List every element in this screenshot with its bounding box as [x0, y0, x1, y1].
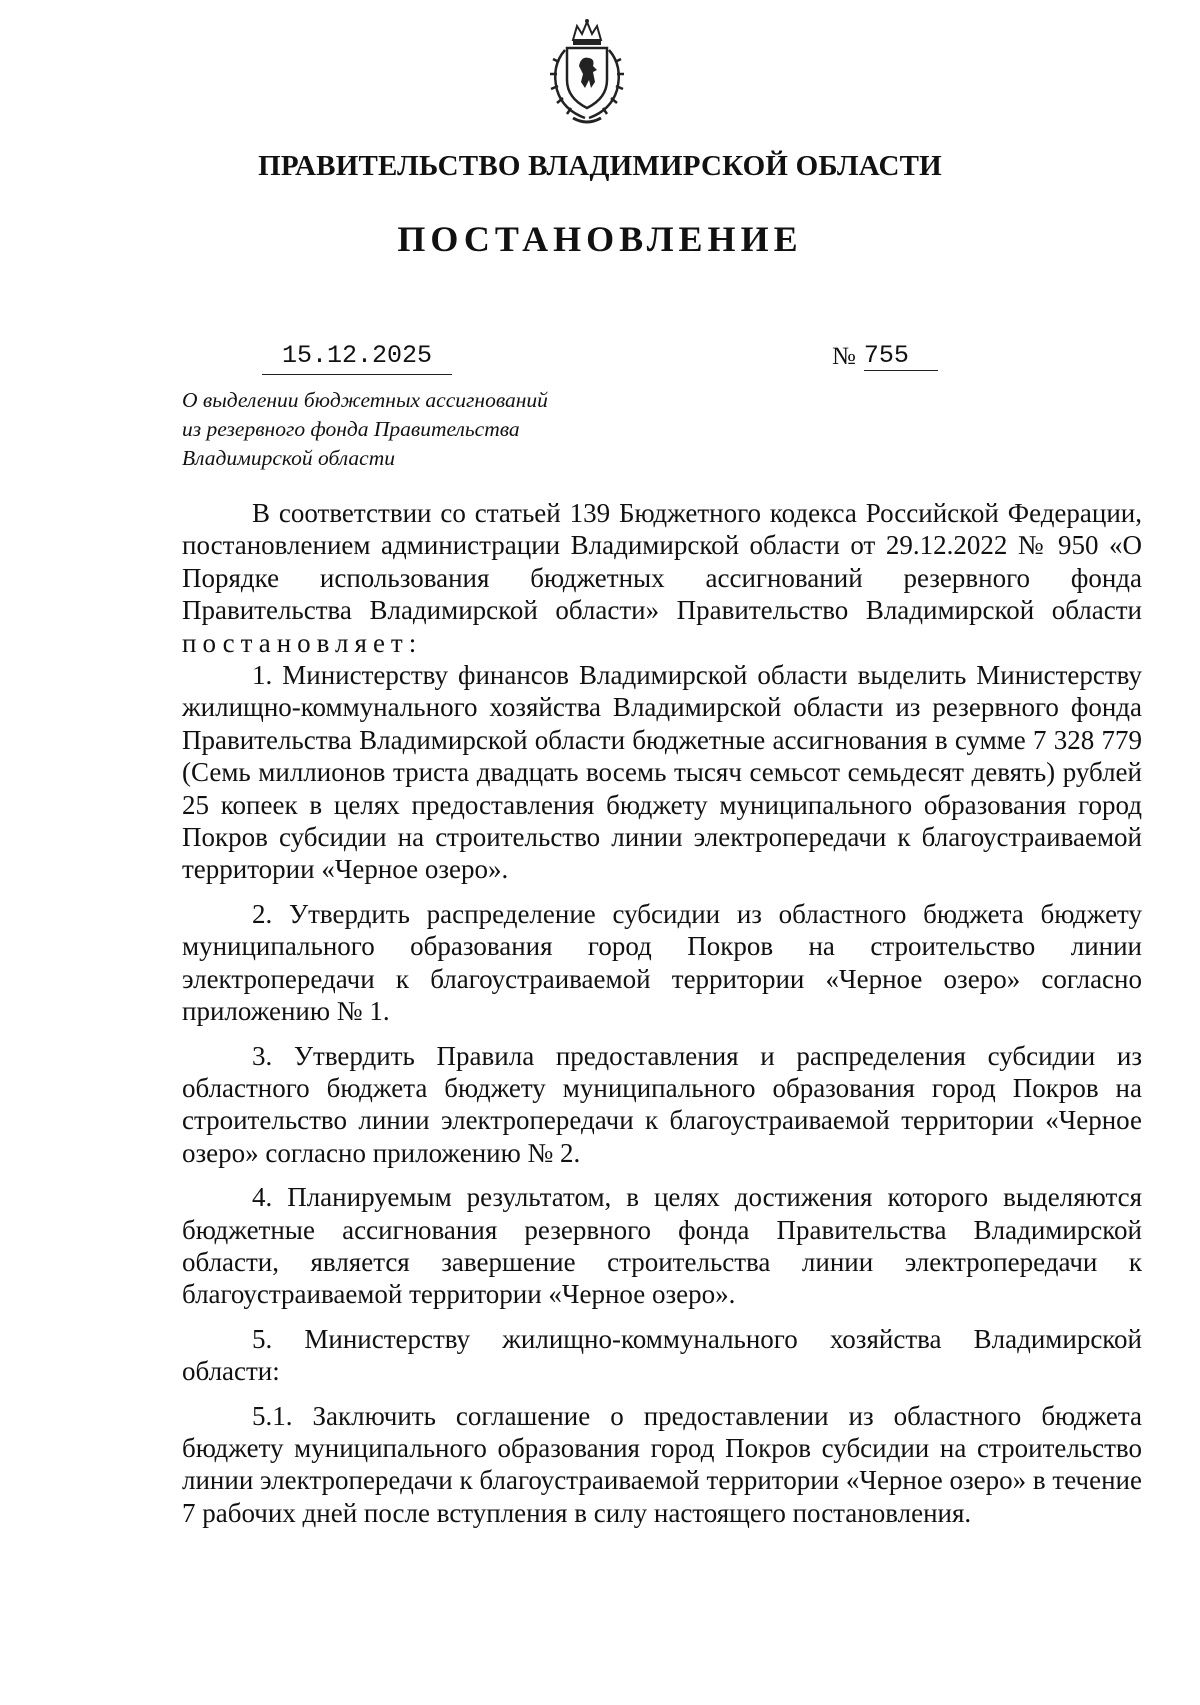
preamble-text: В соответствии со статьей 139 Бюджетного кодекса Российской Федерации, постановлением администрации Владимирской области от 29.12.2022 № 950 «О Порядке использования бюджетных ассигнований резервного фонда Правительства Владимирской области» Правительство Владимирской области — [182, 498, 1142, 626]
preamble-verb: постановляет — [182, 627, 409, 658]
subject-line: Владимирской области — [182, 446, 395, 470]
preamble-paragraph — [182, 497, 1142, 659]
document-number — [832, 341, 938, 371]
document-date: 15.12.2025 — [262, 341, 452, 375]
paragraph-5-1: 5.1. Заключить соглашение о предоставлении из областного бюджета бюджету муниципального образования город Покров субсидии на строительство линии электропередачи к благоустраиваемой территории «Черное озеро» в течение 7 рабочих дней после вступления в силу настоящего постановления. — [182, 1400, 1142, 1528]
organization-title: ПРАВИТЕЛЬСТВО ВЛАДИМИРСКОЙ ОБЛАСТИ — [258, 150, 942, 182]
paragraph-3: 3. Утвердить Правила предоставления и распределения субсидии из областного бюджета бюджету муниципального образования город Покров на строительство линии электропередачи к благоустраиваемой территории «Черное озеро» согласно приложению № 2. — [182, 1040, 1142, 1168]
paragraph-1: 1. Министерству финансов Владимирской области выделить Министерству жилищно-коммунального хозяйства Владимирской области из резервного фонда Правительства Владимирской области бюджетные ассигнования в сумме 7 328 779 (Семь миллионов триста двадцать восемь тысяч семьсот семьдесят девять) рублей 25 копеек в целях предоставления бюджету муниципального образования город Покров субсидии на строительство линии электропередачи к благоустраиваемой территории «Черное озеро». — [182, 660, 1142, 885]
document-type-title: ПОСТАНОВЛЕНИЕ — [397, 219, 803, 259]
document-subject — [182, 386, 597, 473]
document-body — [182, 497, 1142, 1529]
number-sign: № — [832, 343, 856, 370]
paragraph-2: 2. Утвердить распределение субсидии из областного бюджета бюджету муниципального образования город Покров на строительство линии электропередачи к благоустраиваемой территории «Черное озеро» согласно приложению № 1. — [182, 898, 1142, 1027]
subject-line: из резервного фонда Правительства — [182, 417, 520, 441]
number-value: 755 — [864, 341, 938, 371]
preamble-end: : — [408, 627, 417, 658]
vladimir-coat-of-arms-icon — [543, 18, 631, 128]
paragraph-4: 4. Планируемым результатом, в целях достижения которого выделяются бюджетные ассигнования резервного фонда Правительства Владимирской области, является завершение строительства линии электропередачи к благоустраиваемой территории «Черное озеро». — [182, 1182, 1142, 1310]
subject-line: О выделении бюджетных ассигнований — [182, 388, 548, 412]
paragraph-5: 5. Министерству жилищно-коммунального хозяйства Владимирской области: — [182, 1323, 1142, 1387]
